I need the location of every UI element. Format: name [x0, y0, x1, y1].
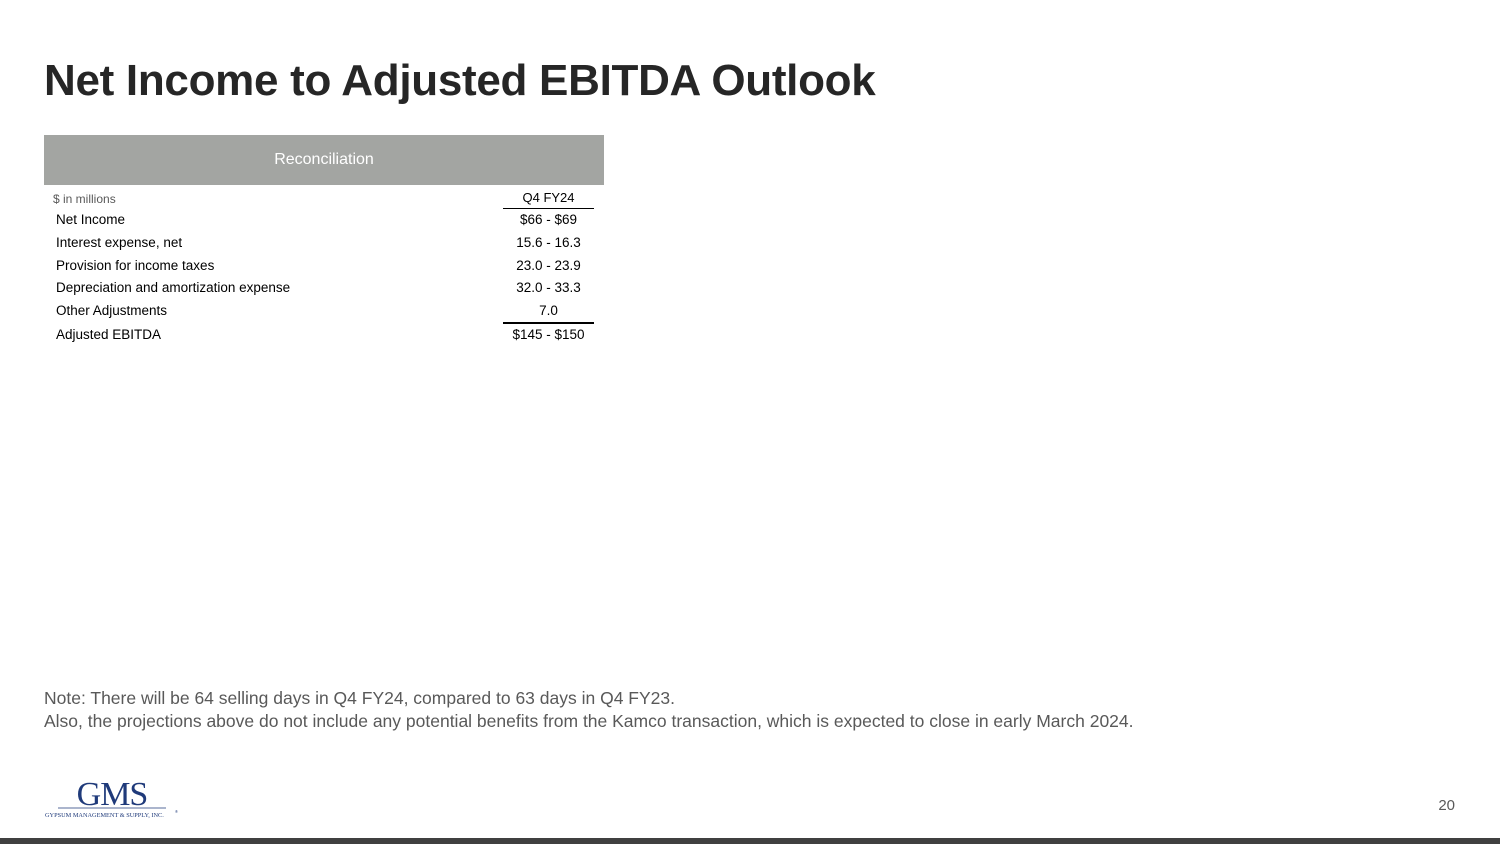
- svg-text:®: ®: [175, 809, 178, 814]
- table-row: [56, 277, 594, 299]
- row-label: Provision for income taxes: [56, 258, 215, 273]
- row-value: 23.0 - 23.9: [516, 258, 581, 273]
- row-label: Net Income: [56, 212, 126, 227]
- row-value: 32.0 - 33.3: [516, 280, 581, 295]
- row-label: Depreciation and amortization expense: [56, 280, 291, 295]
- footer-bar: [0, 838, 1500, 844]
- table-header: [44, 135, 604, 185]
- company-logo: [44, 776, 184, 820]
- row-label: Adjusted EBITDA: [56, 327, 162, 342]
- units-label: $ in millions: [53, 192, 116, 206]
- svg-text:GMS: GMS: [76, 776, 148, 813]
- table-row: [56, 232, 594, 254]
- table-row: [56, 209, 594, 231]
- footnote-line: Also, the projections above do not include any potential benefits from the Kamco transaction, which is expected to close in early March 2024.: [44, 711, 1134, 731]
- table-row: [56, 300, 594, 322]
- row-value: $145 - $150: [512, 327, 585, 342]
- table-header-label: Reconciliation: [274, 151, 374, 168]
- table-row-total: [56, 324, 594, 346]
- row-label: Other Adjustments: [56, 303, 168, 318]
- row-value: 7.0: [539, 303, 558, 318]
- row-value: $66 - $69: [519, 212, 578, 227]
- page-number: 20: [1438, 797, 1455, 814]
- footnote: [44, 687, 1134, 733]
- row-label: Interest expense, net: [56, 235, 183, 250]
- row-value: 15.6 - 16.3: [516, 235, 581, 250]
- footnote-line: Note: There will be 64 selling days in Q4 FY24, compared to 63 days in Q4 FY23.: [44, 688, 675, 708]
- slide-title: Net Income to Adjusted EBITDA Outlook: [44, 56, 876, 105]
- gms-logo-icon: [44, 776, 184, 820]
- table-row: [56, 255, 594, 277]
- svg-text:GYPSUM MANAGEMENT & SUPPLY, IN: GYPSUM MANAGEMENT & SUPPLY, INC.: [45, 812, 164, 819]
- column-header: Q4 FY24: [503, 190, 594, 209]
